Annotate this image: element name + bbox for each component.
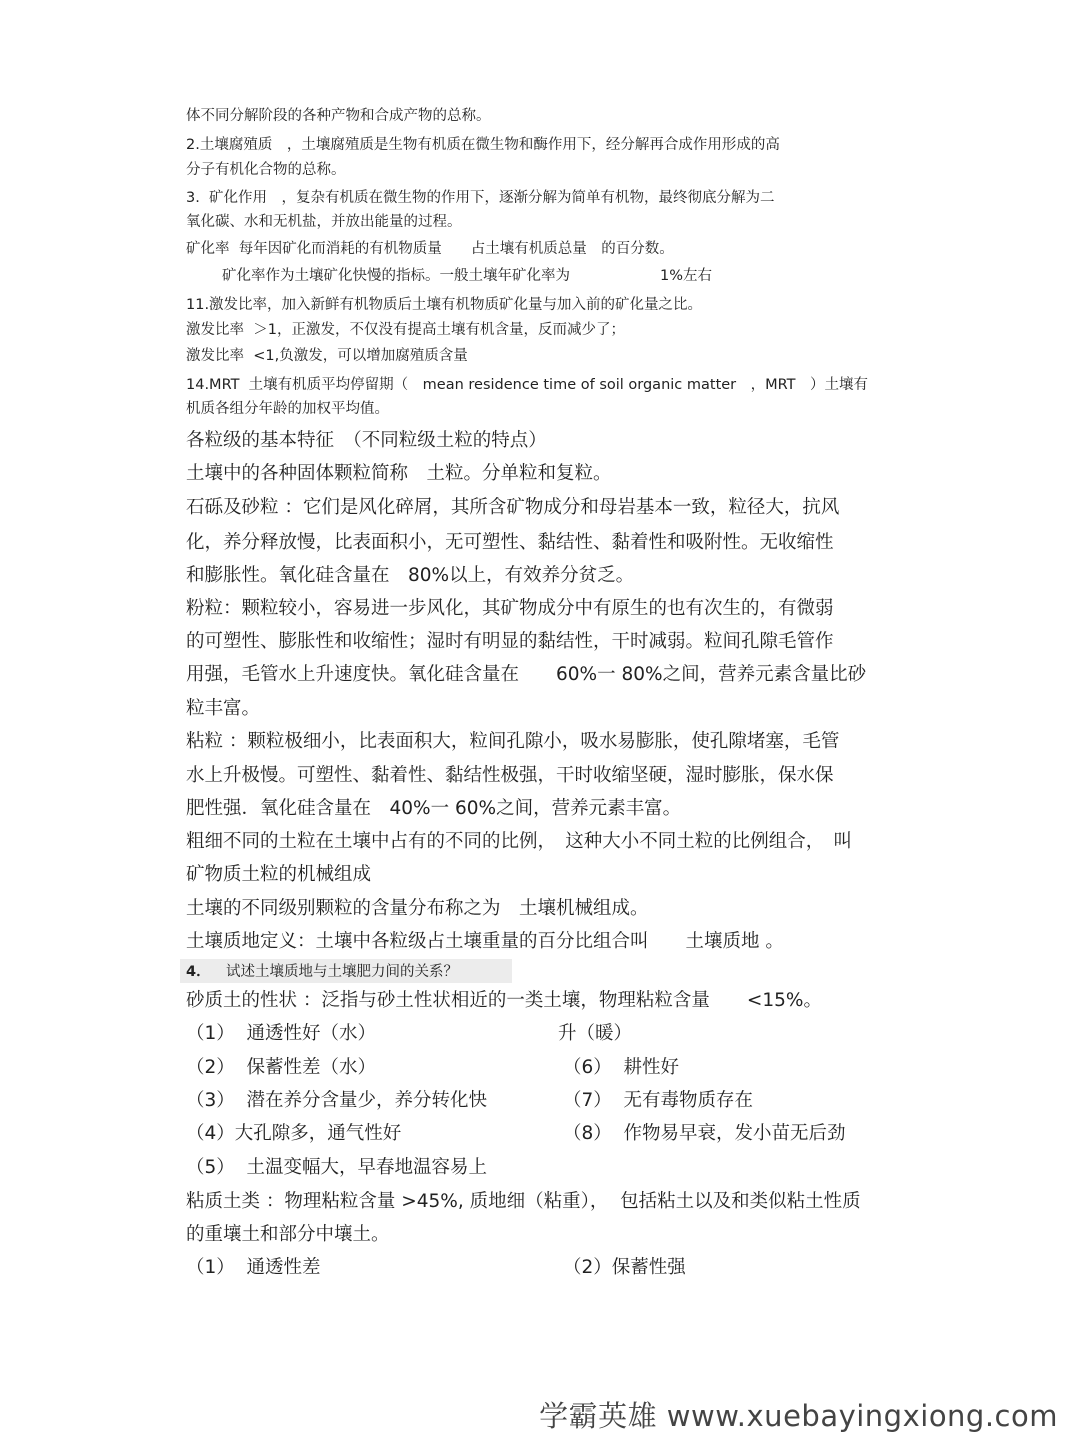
watermark-footer: 学霸英雄 www.xuebayingxiong.com	[539, 1399, 1058, 1433]
text-line: 的可塑性、膨胀性和收缩性；湿时有明显的黏结性，干时减弱。粒间孔隙毛管作	[186, 631, 834, 652]
list-item: （3） 潜在养分含量少，养分转化快	[186, 1090, 488, 1111]
text-line: 用强，毛管水上升速度快。氧化硅含量在 60%一 80%之间，营养元素含量比砂	[186, 664, 867, 685]
text-line: 化，养分释放慢，比表面积小，无可塑性、黏结性、黏着性和吸附性。无收缩性	[186, 532, 834, 553]
text-line: 和膨胀性。氧化硅含量在 80%以上，有效养分贫乏。	[186, 565, 635, 586]
list-item: （1） 通透性好（水）	[186, 1023, 377, 1044]
list-item: （2） 保蓄性差（水）	[186, 1057, 377, 1078]
text-line: 的重壤土和部分中壤土。	[186, 1224, 390, 1245]
list-item: （7） 无有毒物质存在	[563, 1090, 754, 1111]
text-line: 矿物质土粒的机械组成	[186, 864, 372, 885]
text-line: 矿化率 每年因矿化而消耗的有机物质量 占土壤有机质总量 的百分数。	[186, 241, 674, 257]
text-line: 3. 矿化作用 ，复杂有机质在微生物的作用下，逐渐分解为简单有机物，最终彻底分解为二	[186, 190, 775, 206]
text-line: 粗细不同的土粒在土壤中占有的不同的比例， 这种大小不同土粒的比例组合， 叫	[186, 831, 853, 852]
list-item: 升（暖）	[558, 1023, 633, 1044]
text-line: 粘粒 ：颗粒极细小，比表面积大，粒间孔隙小，吸水易膨胀，使孔隙堵塞，毛管	[186, 731, 840, 752]
list-item: （4）大孔隙多，通气性好	[186, 1123, 402, 1144]
text-line: 机质各组分年龄的加权平均值。	[186, 401, 389, 417]
text-line: 肥性强．氧化硅含量在 40%一 60%之间，营养元素丰富。	[186, 798, 682, 819]
text-line: 激发比率 <1,负激发，可以增加腐殖质含量	[186, 348, 468, 364]
list-item: （5） 土温变幅大，早春地温容易上	[186, 1157, 488, 1178]
text-line: 粘质土类 ：物理粘粒含量 >45%, 质地细（粘重）， 包括粘土以及和类似粘土性质	[186, 1191, 861, 1212]
question-number: 4．	[186, 964, 211, 980]
text-line: 2.土壤腐殖质 ，土壤腐殖质是生物有机质在微生物和酶作用下，经分解再合成作用形成的高	[186, 137, 780, 153]
text-line: 14.MRT 土壤有机质平均停留期（ mean residence time of soil organic matter ，MRT ）土壤有	[186, 377, 869, 393]
text-line: 水上升极慢。可塑性、黏着性、黏结性极强，干时收缩坚硬，湿时膨胀，保水保	[186, 765, 834, 786]
text-line: 体不同分解阶段的各种产物和合成产物的总称。	[186, 108, 491, 124]
text-line: 激发比率 ＞1，正激发，不仅没有提高土壤有机含量，反而减少了；	[186, 322, 625, 338]
text-line: 砂质土的性状 ：泛指与砂土性状相近的一类土壤，物理粘粒含量 <15%。	[186, 990, 823, 1011]
list-item: （2）保蓄性强	[563, 1257, 686, 1278]
text-line: 粒丰富。	[186, 698, 261, 719]
text-line: 土壤中的各种固体颗粒简称 土粒。分单粒和复粒。	[186, 463, 612, 484]
section-heading: 各粒级的基本特征 （不同粒级土粒的特点）	[186, 430, 547, 451]
text-line: 11.激发比率，加入新鲜有机物质后土壤有机物质矿化量与加入前的矿化量之比。	[186, 297, 703, 313]
text-line: 矿化率作为土壤矿化快慢的指标。一般土壤年矿化率为	[222, 268, 570, 284]
text-line: 石砾及砂粒 ：它们是风化碎屑，其所含矿物成分和母岩基本一致，粒径大，抗风	[186, 497, 840, 518]
text-line: 土壤质地定义：土壤中各粒级占土壤重量的百分比组合叫 土壤质地 。	[186, 931, 784, 952]
list-item: （1） 通透性差	[186, 1257, 321, 1278]
text-line: 土壤的不同级别颗粒的含量分布称之为 土壤机械组成。	[186, 898, 649, 919]
text-line: 分子有机化合物的总称。	[186, 162, 346, 178]
list-item: （6） 耕性好	[563, 1057, 680, 1078]
question-text: 试述土壤质地与土壤肥力间的关系？	[226, 964, 458, 980]
text-line: 氧化碳、水和无机盐，并放出能量的过程。	[186, 214, 462, 230]
text-line: 粉粒：颗粒较小，容易进一步风化，其矿物成分中有原生的也有次生的，有微弱	[186, 598, 834, 619]
text-line: 1%左右	[660, 268, 713, 284]
list-item: （8） 作物易早衰，发小苗无后劲	[563, 1123, 846, 1144]
